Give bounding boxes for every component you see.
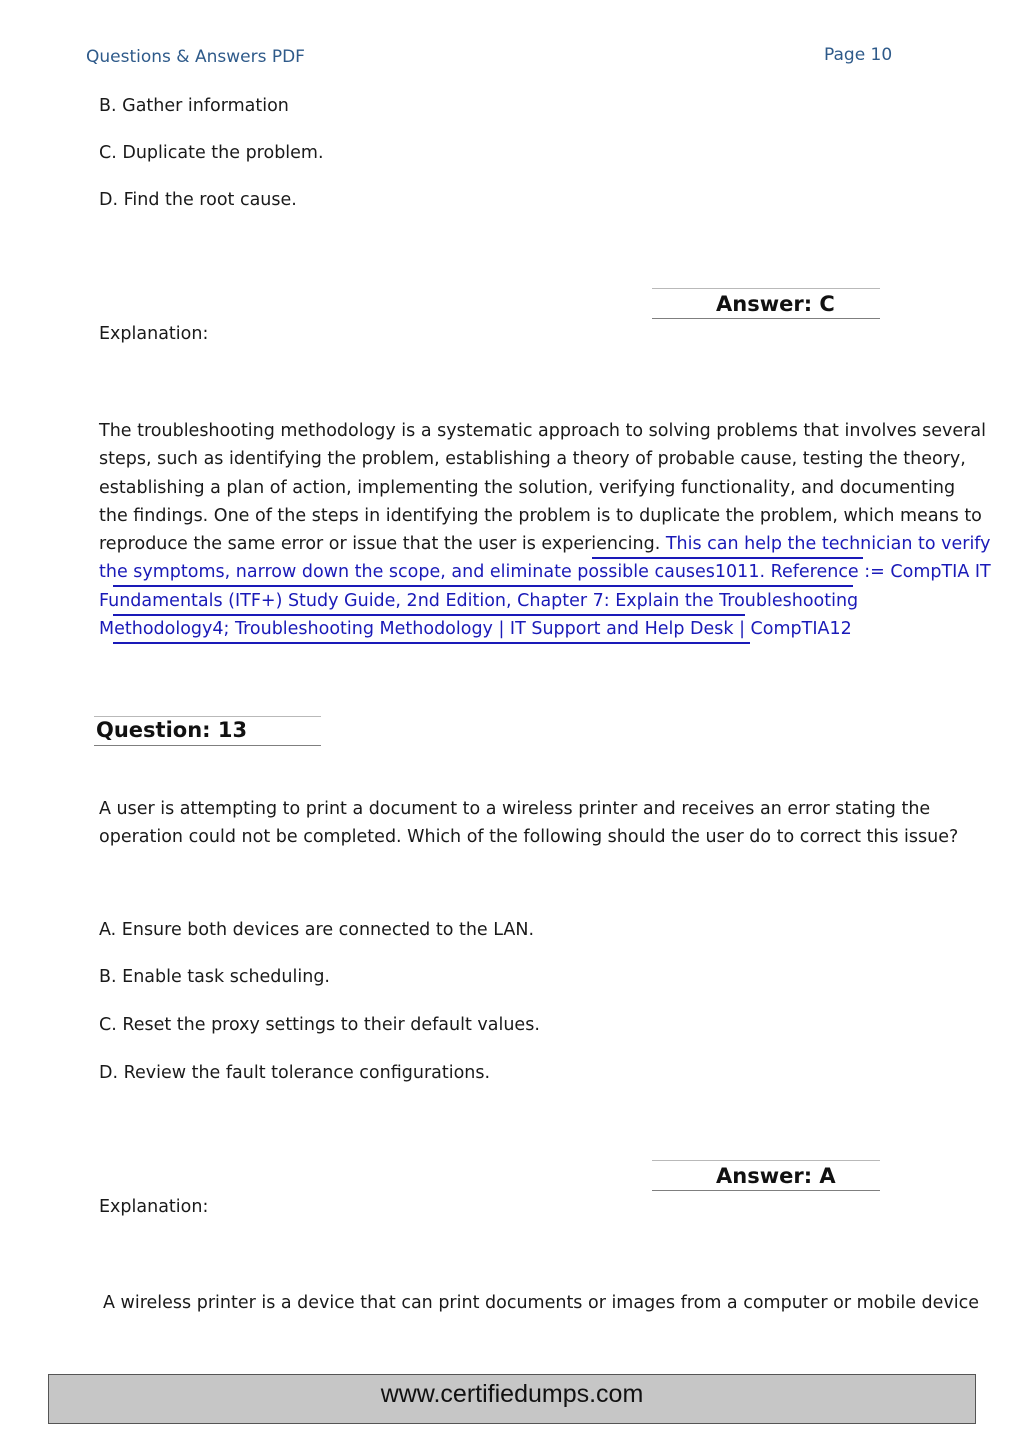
answer-label: Answer: A: [716, 1164, 836, 1188]
explanation-line: the findings. One of the steps in identifying the problem is to duplicate the problem, which means to: [99, 505, 982, 526]
question-text-line: operation could not be completed. Which of the following should the user do to correct this issue?: [99, 827, 959, 847]
link-underline: [592, 557, 863, 559]
option-c: C. Reset the proxy settings to their default values.: [99, 1015, 540, 1035]
explanation-line: The troubleshooting methodology is a systematic approach to solving problems that involves several: [99, 421, 986, 441]
explanation-paragraph: [99, 417, 991, 643]
question-title: Question: 13: [96, 718, 248, 742]
option-d: D. Review the fault tolerance configurations.: [99, 1063, 491, 1083]
explanation-line: establishing a plan of action, implementing the solution, verifying functionality, and documenting: [99, 477, 956, 498]
question-heading-box: [94, 716, 321, 746]
option-a: A. Ensure both devices are connected to the LAN.: [99, 920, 535, 940]
explanation-label: Explanation:: [99, 324, 209, 344]
explanation-line: [99, 558, 991, 586]
explanation-line: [99, 615, 979, 643]
header-title: Questions & Answers PDF: [86, 47, 305, 67]
question-text-line: A user is attempting to print a document to a wireless printer and receives an error stating the: [99, 799, 931, 819]
link-underline: [113, 585, 853, 587]
footer-banner: [48, 1374, 976, 1424]
answer-box: [652, 288, 880, 319]
explanation-line: steps, such as identifying the problem, establishing a theory of probable cause, testing the theory,: [99, 449, 966, 470]
option-d: D. Find the root cause.: [99, 190, 297, 210]
option-b: B. Gather information: [99, 96, 289, 116]
page-number: Page 10: [824, 45, 893, 65]
link-underline: [113, 614, 745, 616]
reference-link[interactable]: Methodology4; Troubleshooting Methodology | IT Support and Help Desk | CompTIA12: [99, 619, 852, 640]
reference-link[interactable]: This can help the technician to verify: [660, 534, 991, 555]
explanation-line: reproduce the same error or issue that the user is experiencing. This can help the technician to verify: [99, 534, 991, 555]
answer-label: Answer: C: [716, 292, 835, 316]
explanation-text: A wireless printer is a device that can print documents or images from a computer or mobile device: [103, 1293, 980, 1313]
reference-link[interactable]: the symptoms, narrow down the scope, and eliminate possible causes1011. Reference := CompTIA IT: [99, 562, 991, 583]
link-underline: [113, 642, 750, 644]
footer-url[interactable]: www.certifiedumps.com: [380, 1380, 644, 1408]
explanation-label: Explanation:: [99, 1197, 209, 1217]
answer-box: [652, 1160, 880, 1191]
explanation-line: [99, 587, 979, 615]
option-c: C. Duplicate the problem.: [99, 143, 324, 163]
option-b: B. Enable task scheduling.: [99, 967, 330, 987]
reference-link[interactable]: Fundamentals (ITF+) Study Guide, 2nd Edition, Chapter 7: Explain the Troubleshooting: [99, 590, 859, 611]
